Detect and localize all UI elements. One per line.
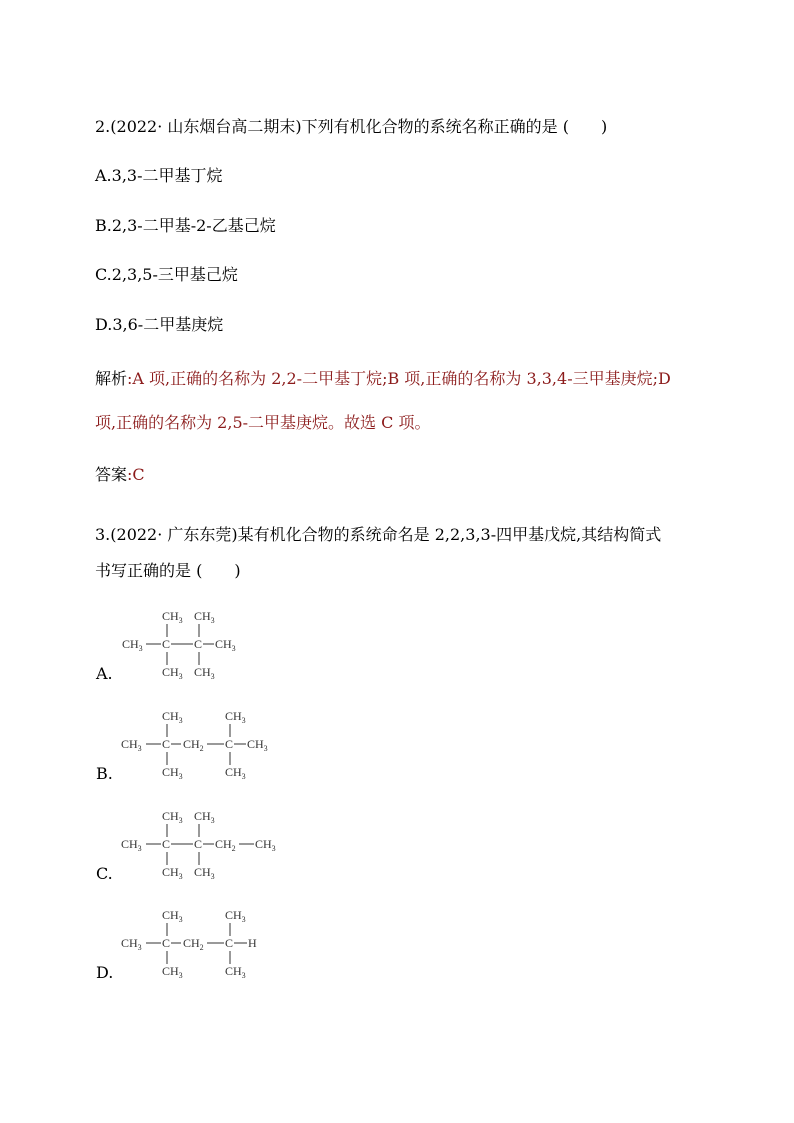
svg-text:C: C bbox=[194, 637, 203, 651]
svg-text:CH3: $CH_3$ bbox=[162, 865, 183, 881]
svg-text:CH3: $CH_3$ bbox=[225, 908, 246, 924]
svg-text:C: C bbox=[162, 637, 171, 651]
q3-option-b-label[interactable]: B. bbox=[96, 764, 113, 783]
svg-text:CH2: $CH_2$ bbox=[183, 737, 204, 753]
svg-text:CH3: $CH_3$ bbox=[162, 709, 183, 725]
svg-text:CH3: $CH_3$ bbox=[194, 865, 215, 881]
q3-option-b-formula[interactable] bbox=[118, 704, 298, 784]
analysis-label: 解析 bbox=[95, 369, 128, 388]
svg-text:C: C bbox=[194, 837, 203, 851]
svg-text:CH3: $CH_3$ bbox=[194, 665, 215, 681]
formula-a-group bbox=[122, 609, 236, 681]
svg-text:CH2: $CH_2$ bbox=[183, 936, 204, 952]
svg-text:C: C bbox=[225, 737, 234, 751]
svg-text:CH2: $CH_2$ bbox=[215, 837, 236, 853]
svg-text:CH3: $CH_3$ bbox=[215, 637, 236, 653]
svg-text:CH3: $CH_3$ bbox=[162, 908, 183, 924]
q2-stem: 2.(2022· 山东烟台高二期末)下列有机化合物的系统名称正确的是 ( ) bbox=[95, 117, 608, 136]
svg-text:CH3: $CH_3$ bbox=[121, 936, 142, 952]
answer-label: 答案 bbox=[95, 465, 128, 484]
svg-text:C: C bbox=[162, 936, 171, 950]
svg-text:CH3: $CH_3$ bbox=[225, 964, 246, 980]
analysis-text: :A 项,正确的名称为 2,2-二甲基丁烷;B 项,正确的名称为 3,3,4-三甲基庚烷;D bbox=[127, 369, 671, 388]
q3-option-a-formula[interactable] bbox=[118, 604, 298, 684]
q2-option-a[interactable]: A.3,3-二甲基丁烷 bbox=[95, 166, 223, 185]
svg-text:CH3: $CH_3$ bbox=[162, 665, 183, 681]
svg-text:CH3: $CH_3$ bbox=[162, 809, 183, 825]
formula-b-group bbox=[121, 709, 268, 781]
formula-d-group bbox=[121, 908, 257, 980]
svg-text:CH3: $CH_3$ bbox=[162, 609, 183, 625]
svg-text:CH3: $CH_3$ bbox=[121, 837, 142, 853]
formula-c-group bbox=[121, 809, 276, 881]
q2-analysis-line2: 项,正确的名称为 2,5-二甲基庚烷。故选 C 项。 bbox=[95, 413, 431, 432]
q3-option-a-label[interactable]: A. bbox=[96, 664, 113, 683]
q2-analysis-line1 bbox=[95, 369, 671, 389]
q3-stem-line1: 3.(2022· 广东东莞)某有机化合物的系统命名是 2,2,3,3-四甲基戊烷,其结构简式 bbox=[95, 525, 662, 544]
svg-text:CH3: $CH_3$ bbox=[162, 765, 183, 781]
svg-text:H: H bbox=[248, 936, 257, 950]
q3-option-d-formula[interactable] bbox=[118, 903, 298, 983]
svg-text:C: C bbox=[162, 737, 171, 751]
q2-option-c[interactable]: C.2,3,5-三甲基己烷 bbox=[95, 265, 238, 284]
q3-option-d-label[interactable]: D. bbox=[96, 963, 114, 982]
svg-text:CH3: $CH_3$ bbox=[255, 837, 276, 853]
svg-text:CH3: $CH_3$ bbox=[194, 609, 215, 625]
svg-text:CH3: $CH_3$ bbox=[225, 709, 246, 725]
svg-text:CH3: $CH_3$ bbox=[121, 737, 142, 753]
svg-text:CH3: $CH_3$ bbox=[122, 637, 143, 653]
svg-text:C: C bbox=[225, 936, 234, 950]
q2-option-b[interactable]: B.2,3-二甲基-2-乙基己烷 bbox=[95, 216, 276, 235]
svg-text:CH3: $CH_3$ bbox=[247, 737, 268, 753]
q3-option-c-label[interactable]: C. bbox=[96, 864, 113, 883]
q2-answer bbox=[95, 465, 145, 485]
answer-value: :C bbox=[127, 465, 145, 484]
q3-stem-line2: 书写正确的是 ( ) bbox=[95, 561, 241, 580]
svg-text:CH3: $CH_3$ bbox=[162, 964, 183, 980]
svg-text:CH3: $CH_3$ bbox=[225, 765, 246, 781]
svg-text:CH3: $CH_3$ bbox=[194, 809, 215, 825]
q2-option-d[interactable]: D.3,6-二甲基庚烷 bbox=[95, 315, 224, 334]
q3-option-c-formula[interactable] bbox=[118, 804, 298, 884]
svg-text:C: C bbox=[162, 837, 171, 851]
